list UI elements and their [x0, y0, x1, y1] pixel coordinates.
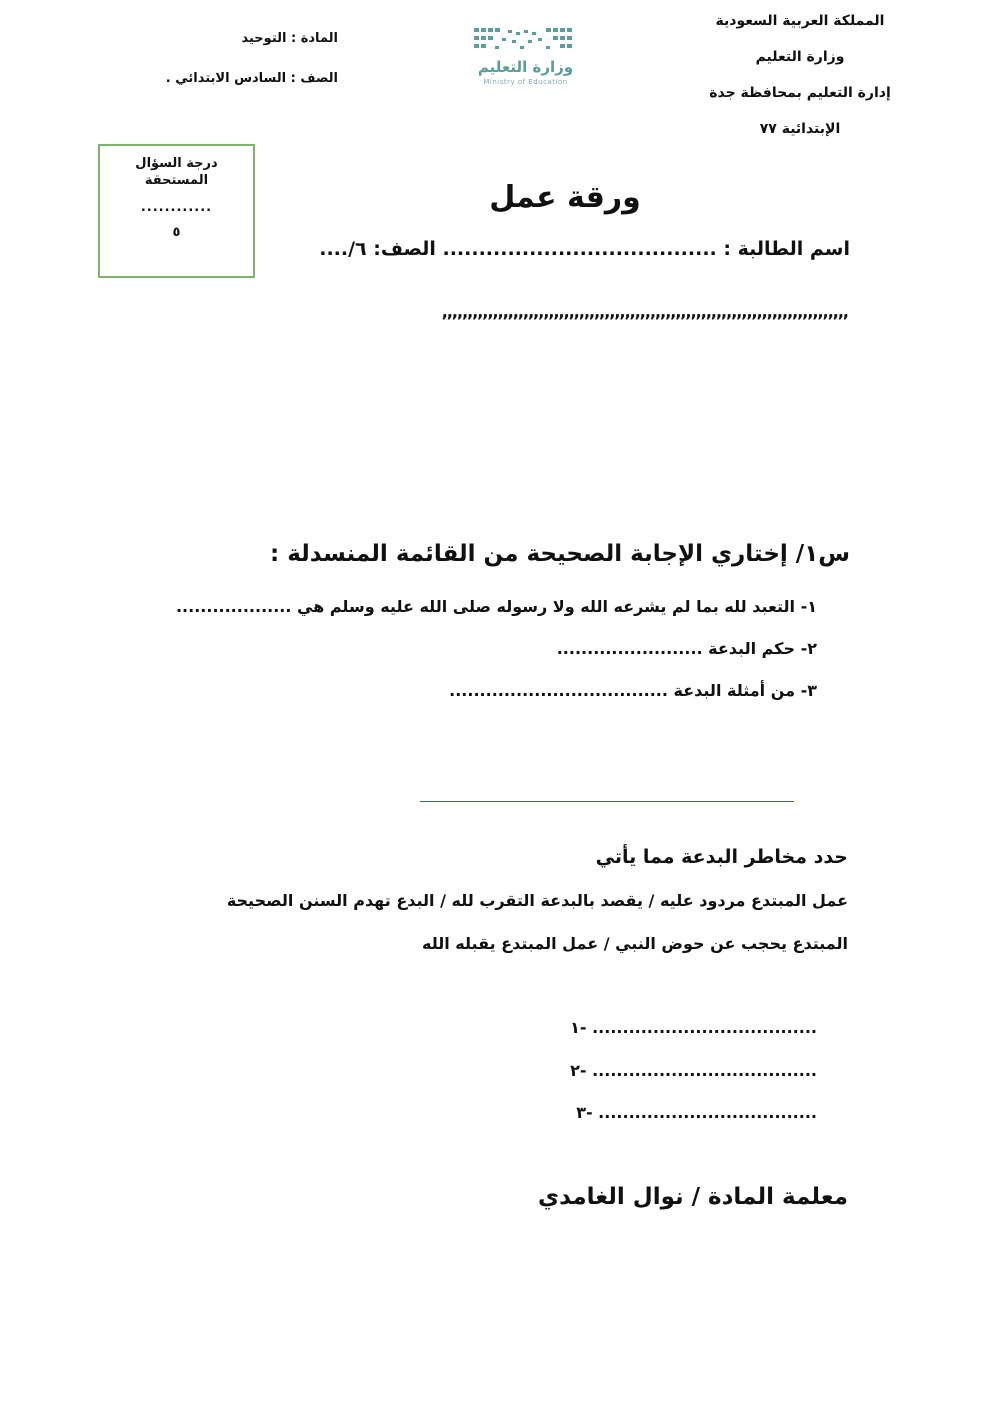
student-name-line: اسم الطالبة : ...................................... الصف: ٦/.... [319, 238, 850, 260]
section-2-options-line: عمل المبتدع مردود عليه / يقصد بالبدعة التقرب لله / البدع تهدم السنن الصحيحة [226, 891, 848, 910]
teacher-name: معلمة المادة / نوال الغامدي [537, 1184, 848, 1210]
commas-line: ,,,,,,,,,,,,,,,,,,,,,,,,,,,,,,,,,,,,,,,,,,,,,,,,,,,,,,,,,,,,,,,,,,,,,,,,,,,,,,,, [441, 302, 848, 321]
grade-box-label-2: المستحقة [144, 173, 209, 188]
grade-box-score: ٥ [172, 225, 181, 240]
header-school: الإبتدائية ٧٧ [759, 121, 841, 137]
ministry-header [670, 6, 930, 150]
page-title: ورقة عمل [489, 180, 641, 215]
grade-box-dots: ............ [140, 200, 213, 215]
logo-arabic-text: وزارة التعليم [477, 58, 574, 76]
header-kingdom: المملكة العربية السعودية [715, 13, 885, 29]
question-1-title: س١/ إختاري الإجابة الصحيحة من القائمة المنسدلة : [270, 541, 850, 567]
grade-box-label-1: درجة السؤال [135, 156, 218, 171]
answer-line[interactable]: ٣- .................................... [576, 1103, 817, 1122]
grade-label: الصف : السادس الابتدائي . [165, 71, 338, 86]
question-1-item: ٢- حكم البدعة ........................ [556, 639, 817, 658]
ministry-logo [468, 22, 583, 92]
section-divider [420, 801, 794, 802]
header-directorate: إدارة التعليم بمحافظة جدة [709, 85, 891, 101]
subject-label: المادة : التوحيد [241, 31, 338, 46]
grade-box [98, 144, 255, 278]
section-2-title: حدد مخاطر البدعة مما يأتي [595, 846, 848, 868]
answer-line[interactable]: ١- ..................................... [570, 1018, 817, 1037]
logo-dots-icon [468, 22, 583, 58]
question-1-item: ٣- من أمثلة البدعة .................................... [449, 681, 817, 700]
course-info [98, 28, 338, 108]
section-2-options-line: المبتدع يحجب عن حوض النبي / عمل المبتدع يقبله الله [422, 934, 848, 953]
header-ministry: وزارة التعليم [755, 49, 845, 65]
answer-line[interactable]: ٢- ..................................... [570, 1061, 817, 1080]
question-1-item: ١- التعبد لله بما لم يشرعه الله ولا رسوله صلى الله عليه وسلم هي ................... [175, 597, 817, 616]
logo-english-text: Ministry of Education [483, 78, 568, 86]
